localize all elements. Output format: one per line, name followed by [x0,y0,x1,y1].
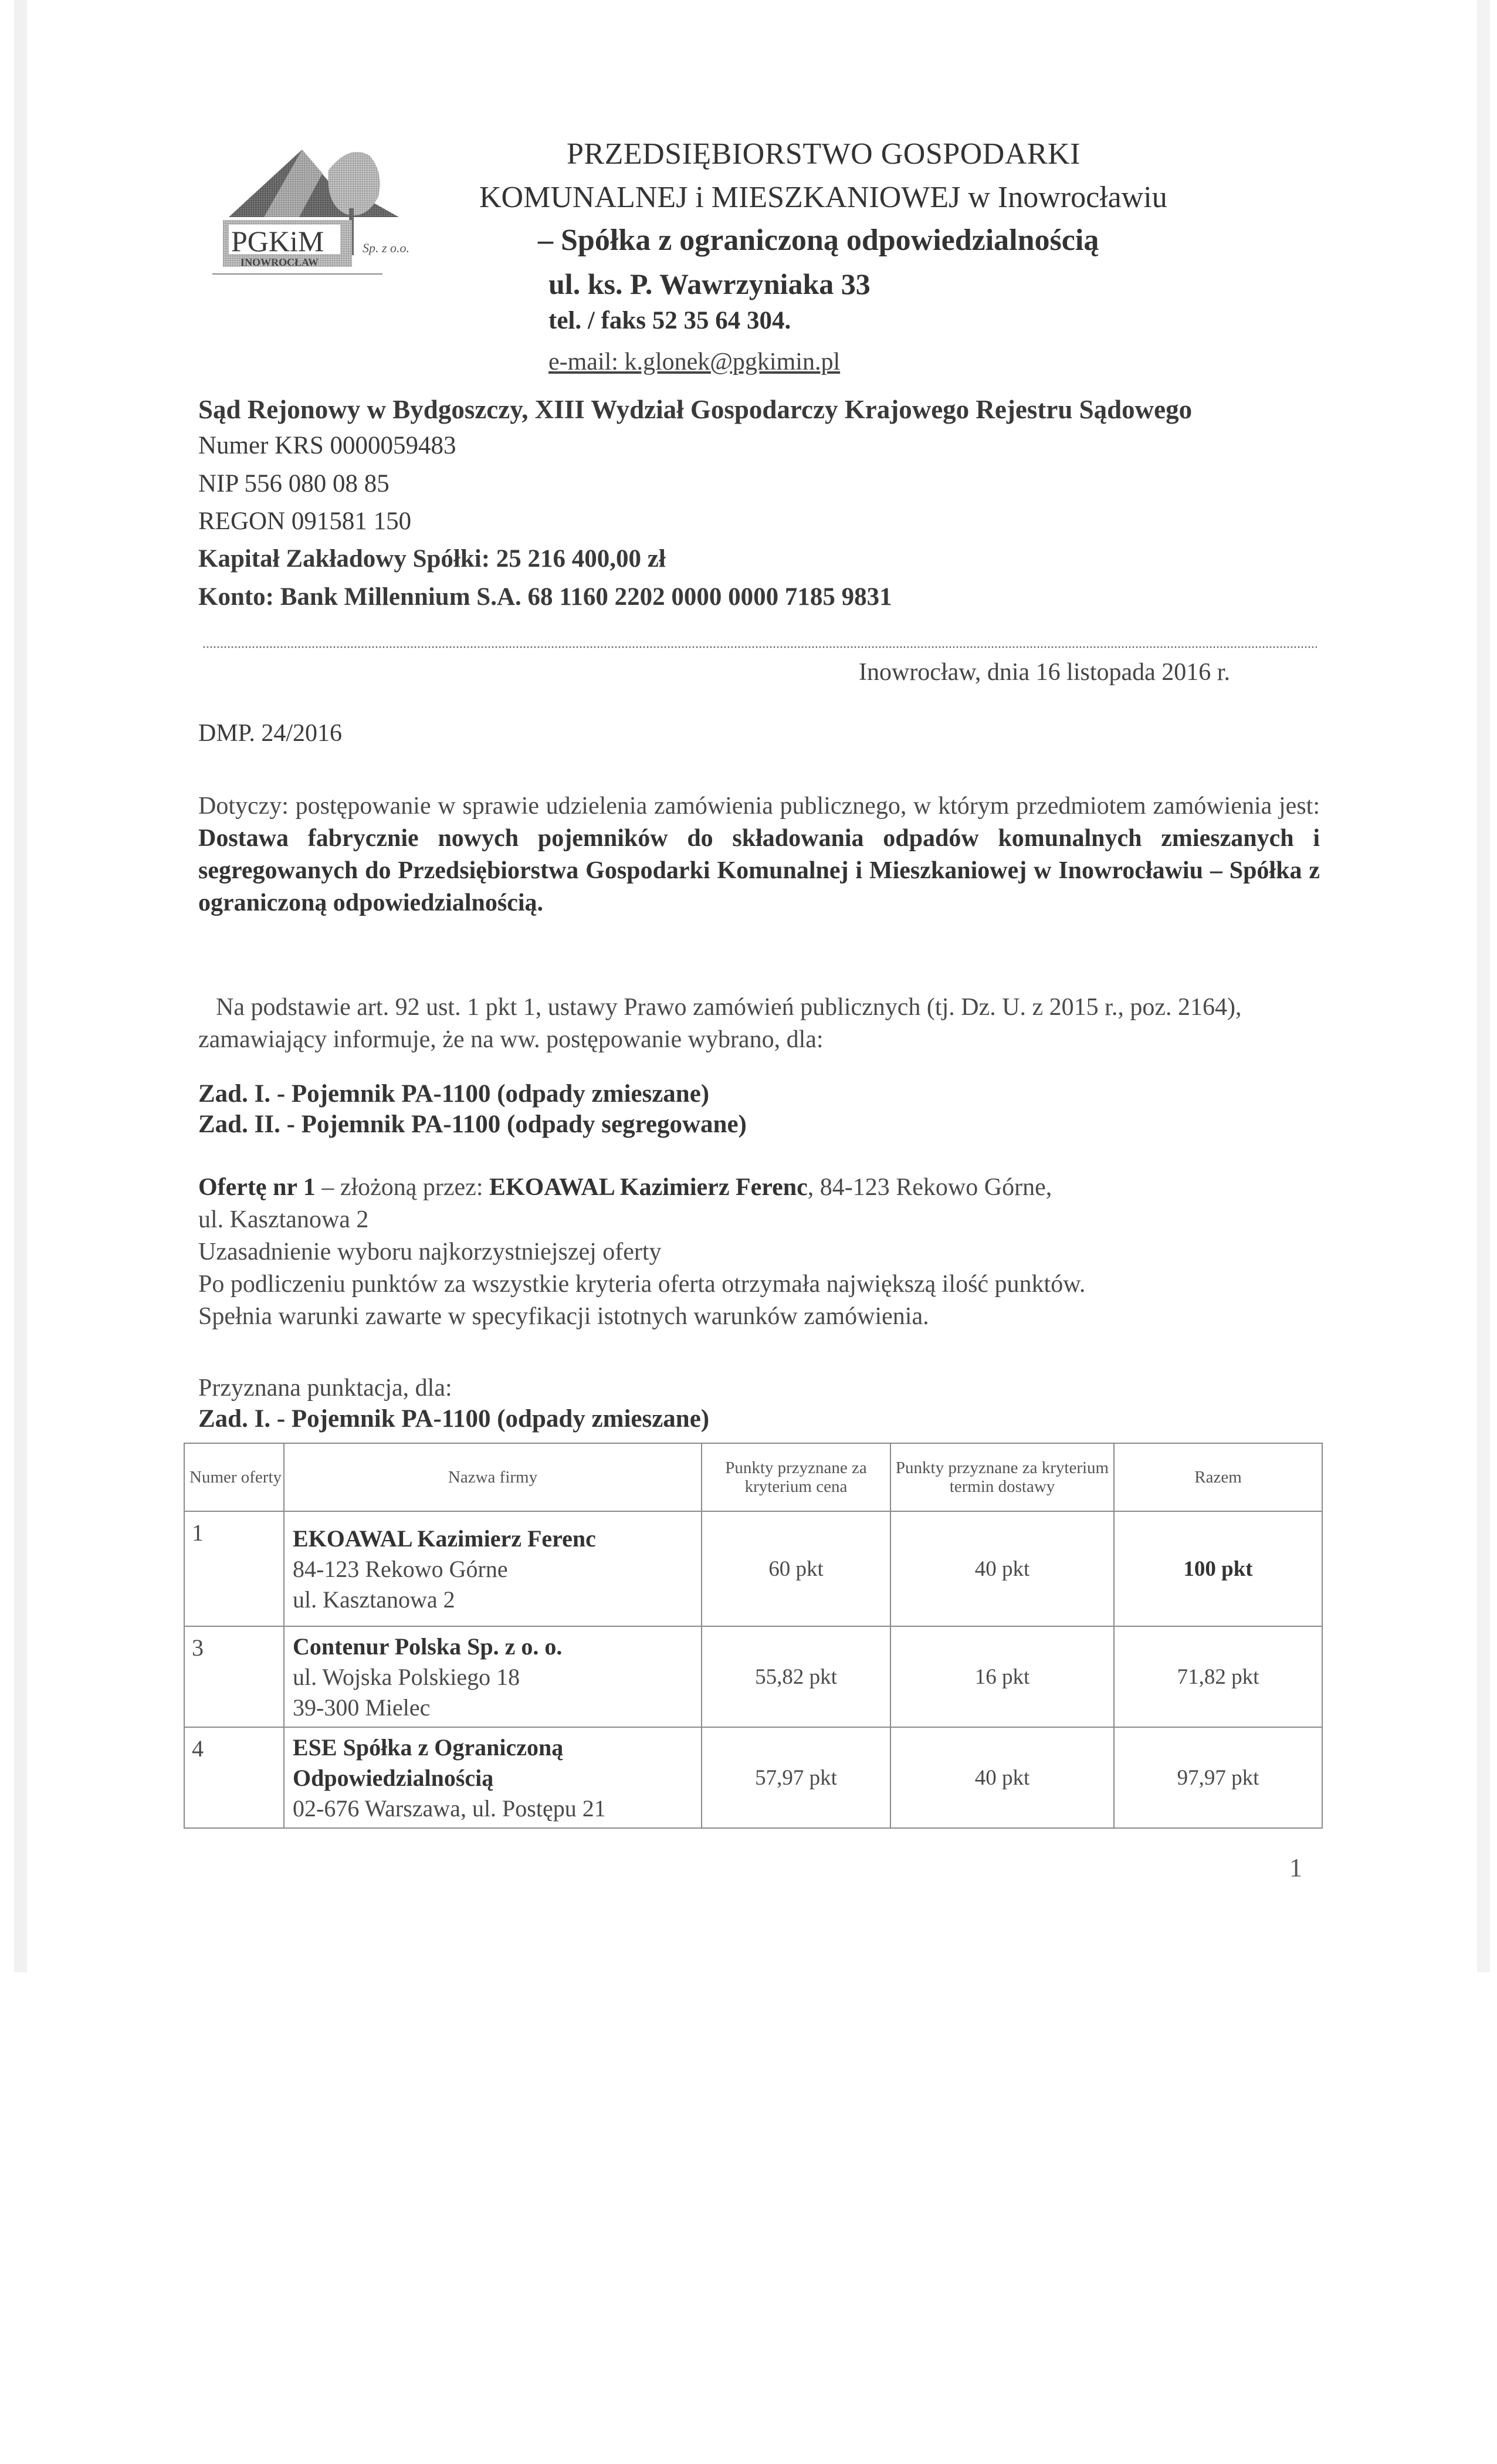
task-2: Zad. II. - Pojemnik PA-1100 (odpady segregowane) [198,1111,747,1138]
registry-capital: Kapitał Zakładowy Spółki: 25 216 400,00 zł [198,545,666,573]
date-line: Inowrocław, dnia 16 listopada 2016 r. [859,659,1230,686]
company-address-line: 39-300 Mielec [293,1694,431,1721]
company-name-line: Odpowiedzialnością [293,1765,494,1791]
company-address-line: 02-676 Warszawa, ul. Postępu 21 [293,1795,606,1822]
cell-company [284,1626,702,1727]
cell-delivery-points: 40 pkt [890,1727,1114,1828]
offer-company: EKOAWAL Kazimierz Ferenc [489,1174,808,1201]
legal-basis-text: Na podstawie art. 92 ust. 1 pkt 1, ustawy Prawo zamówień publicznych (tj. Dz. U. z 2015 r., poz. 2164), zamawiający informuje, że na ww. postępowanie wybrano, dla: [198,994,1242,1053]
cell-price-points: 60 pkt [702,1511,890,1626]
logo-city-text: INOWROCŁAW [241,256,319,268]
logo-divider [212,273,382,275]
cell-price-points: 55,82 pkt [702,1626,890,1727]
offer-label-rest: – złożoną przez: [315,1174,489,1201]
cell-offer-number: 4 [184,1727,284,1828]
scan-edge-right [1477,0,1490,1972]
registry-krs: Numer KRS 0000059483 [198,432,456,459]
letterhead-address: ul. ks. P. Wawrzyniaka 33 [548,268,871,300]
company-name-line: Contenur Polska Sp. z o. o. [293,1633,563,1660]
offer-street: ul. Kasztanowa 2 [198,1206,369,1233]
company-address-line: ul. Wojska Polskiego 18 [293,1664,520,1690]
letterhead-line-2: KOMUNALNEJ i MIESZKANIOWEJ w Inowrocławiu [479,181,1167,214]
cell-company [284,1727,702,1828]
table-row [184,1727,1322,1828]
page-number: 1 [1289,1853,1302,1882]
letterhead-line-1: PRZEDSIĘBIORSTWO GOSPODARKI [567,137,1081,171]
letterhead-line-3: – Spółka z ograniczoną odpowiedzialnością [538,224,1099,257]
offer-address: , 84-123 Rekowo Górne, [807,1174,1052,1201]
justification-title: Uzasadnienie wyboru najkorzystniejszej oferty [198,1238,662,1265]
justification-line-2: Spełnia warunki zawarte w specyfikacji istotnych warunków zamówienia. [198,1303,929,1330]
registry-court: Sąd Rejonowy w Bydgoszczy, XIII Wydział Gospodarczy Krajowego Rejestru Sądowego [198,395,1193,424]
letterhead-email-link[interactable]: e-mail: k.glonek@pgkimin.pl [548,348,841,375]
header-total: Razem [1114,1443,1322,1511]
cell-company [284,1511,702,1626]
cell-delivery-points: 16 pkt [890,1626,1114,1727]
table-header-row [184,1443,1322,1511]
company-logo [211,132,422,279]
dotted-separator [202,645,1317,649]
subject-bold: Dostawa fabrycznie nowych pojemników do składowania odpadów komunalnych zmieszanych i segregowanych do Przedsiębiorstwa Gospodarki Komunalnej i Mieszkaniowej w Inowrocławiu – Spółka z ograniczoną odpowiedzialnością. [198,825,1320,916]
cell-offer-number: 3 [184,1626,284,1727]
header-delivery-points: Punkty przyznane za kryterium termin dostawy [890,1443,1114,1511]
logo-mountains-tree-icon [211,132,422,279]
scoring-task-title: Zad. I. - Pojemnik PA-1100 (odpady zmieszane) [198,1405,710,1433]
legal-basis-paragraph [198,991,1320,1056]
scoring-table [184,1443,1323,1829]
subject-paragraph [198,790,1320,919]
justification-line-1: Po podliczeniu punktów za wszystkie kryteria oferta otrzymała największą ilość punktów. [198,1271,1086,1298]
reference-number: DMP. 24/2016 [198,720,343,747]
scoring-intro: Przyznana punktacja, dla: [198,1375,452,1402]
cell-total: 97,97 pkt [1114,1727,1322,1828]
registry-bank-account: Konto: Bank Millennium S.A. 68 1160 2202 0000 0000 7185 9831 [198,583,892,611]
task-1: Zad. I. - Pojemnik PA-1100 (odpady zmieszane) [198,1080,710,1108]
company-name-line: ESE Spółka z Ograniczoną [293,1734,564,1761]
scan-edge-left [14,0,27,1972]
header-offer-number: Numer oferty [184,1443,284,1511]
company-name-line: EKOAWAL Kazimierz Ferenc [293,1525,596,1552]
company-address-line: 84-123 Rekowo Górne [293,1556,508,1582]
registry-regon: REGON 091581 150 [198,507,412,535]
company-address-line: ul. Kasztanowa 2 [293,1586,455,1613]
letterhead-phone: tel. / faks 52 35 64 304. [548,307,791,334]
registry-nip: NIP 556 080 08 85 [198,470,390,497]
cell-offer-number: 1 [184,1511,284,1626]
table-row [184,1511,1322,1626]
cell-total: 71,82 pkt [1114,1626,1322,1727]
header-price-points: Punkty przyznane za kryterium cena [702,1443,890,1511]
logo-suffix-text: Sp. z o.o. [363,241,410,255]
offer-label: Ofertę nr 1 [198,1174,316,1201]
cell-delivery-points: 40 pkt [890,1511,1114,1626]
cell-price-points: 57,97 pkt [702,1727,890,1828]
cell-total: 100 pkt [1114,1511,1322,1626]
table-row [184,1626,1322,1727]
selected-offer-section [198,1172,1325,1333]
subject-intro: Dotyczy: postępowanie w sprawie udzielenia zamówienia publicznego, w którym przedmiotem zamówienia jest: [198,793,1320,820]
selected-offer-line [198,1172,1325,1204]
logo-tree-shape [328,152,380,215]
logo-mark-text: PGKiM [231,225,324,258]
header-company-name: Nazwa firmy [284,1443,702,1511]
